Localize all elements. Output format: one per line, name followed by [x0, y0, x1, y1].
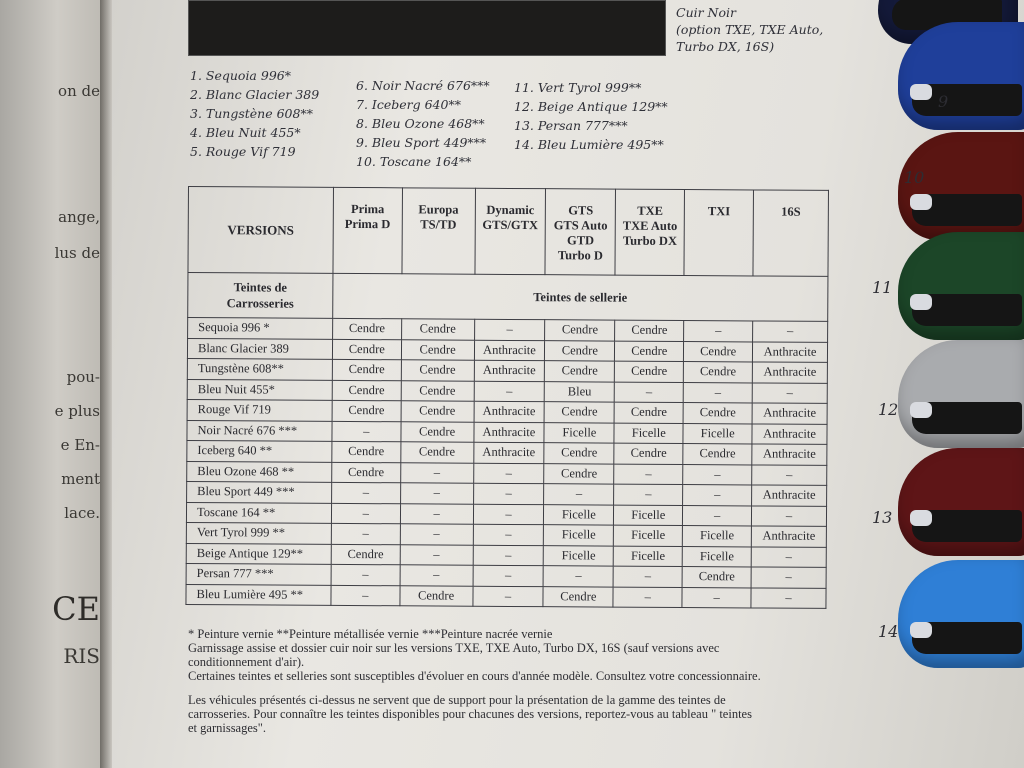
color-list-item: 14. Bleu Lumière 495**	[514, 137, 664, 152]
version-header	[474, 188, 545, 274]
trim-cell: Ficelle	[682, 546, 751, 567]
caption-line: Cuir Noir	[676, 5, 736, 20]
trim-cell: –	[473, 463, 544, 484]
footnote-line: Les véhicules présentés ci-dessus ne servent que de support pour la présentation de la gamme des teintes de	[188, 693, 726, 707]
footnote-line: conditionnement d'air).	[188, 655, 305, 669]
trim-cell: Cendre	[682, 567, 751, 588]
trim-cell: –	[613, 587, 682, 608]
color-list-item: 13. Persan 777***	[514, 118, 628, 133]
caption-line: Turbo DX, 16S)	[676, 39, 775, 54]
left-text-fragment: lus de	[54, 244, 100, 262]
trim-cell: Cendre	[545, 361, 615, 382]
body-colour-name: Noir Nacré 676 ***	[187, 420, 332, 441]
trim-cell: Cendre	[332, 462, 401, 483]
body-colour-name: Iceberg 640 **	[187, 440, 332, 461]
trim-cell: Anthracite	[474, 401, 545, 422]
trim-cell: –	[683, 382, 752, 403]
version-header	[753, 190, 828, 276]
trim-cell: Cendre	[614, 443, 683, 464]
color-list-item: 11. Vert Tyrol 999**	[514, 80, 642, 95]
trim-cell: –	[473, 524, 544, 545]
trim-cell: –	[473, 545, 544, 566]
table-header-row	[188, 187, 829, 277]
color-list-item: 3. Tungstène 608**	[190, 106, 313, 121]
body-colour-header	[188, 273, 333, 319]
car-front-swatch	[898, 22, 1024, 130]
car-number-label: 10	[904, 168, 925, 187]
trim-cell: Anthracite	[752, 403, 827, 424]
car-front-swatch	[898, 560, 1024, 668]
trim-cell: Cendre	[401, 380, 474, 401]
color-trim-table	[185, 186, 829, 609]
trim-cell: –	[400, 565, 473, 586]
version-header	[545, 189, 615, 275]
trim-cell: –	[332, 421, 401, 442]
car-number-label: 12	[878, 400, 899, 419]
seat-colour-header: Teintes de sellerie	[333, 273, 828, 321]
version-header-line: Prima	[350, 201, 385, 217]
trim-cell: Ficelle	[614, 505, 683, 526]
table-body	[186, 273, 828, 609]
trim-cell: –	[614, 464, 683, 485]
color-list-column-3	[514, 78, 668, 154]
trim-cell: Cendre	[683, 403, 752, 424]
trim-cell: Anthracite	[752, 423, 827, 444]
version-header-line: Turbo D	[557, 248, 604, 263]
color-list-item: 7. Iceberg 640**	[356, 97, 461, 112]
version-header-line: GTS	[568, 203, 594, 218]
trim-cell: –	[614, 484, 683, 505]
trim-cell: –	[751, 567, 826, 588]
trim-cell: Cendre	[614, 402, 683, 423]
trim-cell: Cendre	[401, 442, 474, 463]
color-list-column-2	[356, 76, 490, 171]
trim-cell: Ficelle	[544, 504, 614, 525]
version-header	[684, 190, 753, 276]
trim-cell: –	[473, 504, 544, 525]
trim-cell: Ficelle	[544, 545, 614, 566]
version-header-line: Dynamic	[486, 202, 535, 218]
car-headlamp	[910, 510, 932, 526]
trim-cell: Cendre	[545, 340, 615, 361]
trim-cell: Cendre	[400, 585, 473, 606]
trim-cell: Cendre	[332, 318, 401, 339]
car-headlamp	[910, 402, 932, 418]
leather-photo	[188, 0, 666, 56]
car-number-label: 13	[872, 508, 893, 527]
trim-cell: Cendre	[332, 380, 401, 401]
trim-cell: Cendre	[401, 339, 474, 360]
color-list-item: 6. Noir Nacré 676***	[356, 78, 490, 93]
subheader-row	[188, 273, 828, 322]
trim-cell: –	[615, 382, 684, 403]
table-row	[186, 584, 826, 608]
trim-cell: Cendre	[684, 362, 753, 383]
trim-cell: Cendre	[401, 421, 474, 442]
footnote-line: et garnissages".	[188, 721, 266, 735]
header-line: Carrosseries	[226, 296, 294, 311]
trim-cell: –	[400, 462, 473, 483]
left-text-fragment: RIS	[63, 644, 100, 668]
left-text-fragment: pou-	[66, 368, 100, 386]
trim-cell: –	[331, 482, 400, 503]
version-header-line: GTS Auto	[553, 218, 608, 233]
trim-cell: Ficelle	[614, 546, 683, 567]
color-list-item: 5. Rouge Vif 719	[190, 144, 296, 159]
body-colour-name: Vert Tyrol 999 **	[186, 522, 331, 543]
trim-cell: Anthracite	[474, 360, 545, 381]
trim-cell: –	[331, 523, 400, 544]
color-list-item: 10. Toscane 164**	[356, 154, 472, 169]
trim-cell: Cendre	[545, 320, 615, 341]
body-colour-name: Sequoia 996 *	[188, 318, 333, 339]
trim-cell: Anthracite	[751, 526, 826, 547]
version-header	[333, 187, 402, 273]
trim-cell: –	[544, 484, 614, 505]
car-number-label: 9	[938, 92, 949, 111]
color-list-item: 2. Blanc Glacier 389	[190, 87, 320, 102]
trim-cell: Cendre	[544, 443, 614, 464]
trim-cell: Anthracite	[752, 362, 827, 383]
trim-cell: Cendre	[615, 361, 684, 382]
trim-cell: Anthracite	[474, 340, 545, 361]
trim-cell: –	[753, 321, 828, 342]
trim-cell: –	[472, 586, 543, 607]
trim-cell: Cendre	[401, 360, 474, 381]
trim-cell: Cendre	[332, 400, 401, 421]
trim-cell: –	[683, 485, 752, 506]
trim-cell: Cendre	[543, 586, 613, 607]
car-headlamp	[910, 294, 932, 310]
car-front-swatch	[898, 448, 1024, 556]
body-colour-name: Rouge Vif 719	[187, 399, 332, 420]
left-text-fragment: ment	[61, 470, 100, 488]
version-header-line: Turbo DX	[622, 233, 678, 248]
left-text-fragment: lace.	[64, 504, 100, 522]
trim-cell: –	[400, 483, 473, 504]
version-header-line: TXE Auto	[622, 218, 678, 233]
trim-cell: Anthracite	[473, 422, 544, 443]
footnote-line: carrosseries. Pour connaître les teintes disponibles pour chacunes des versions, reportez-vous au tableau " teintes	[188, 707, 752, 721]
trim-cell: –	[751, 587, 826, 608]
body-colour-name: Beige Antique 129**	[186, 543, 331, 564]
version-header-line: Prima D	[344, 216, 391, 232]
trim-cell: –	[474, 381, 545, 402]
trim-cell: Cendre	[401, 401, 474, 422]
trim-cell: –	[752, 464, 827, 485]
trim-cell: Cendre	[544, 463, 614, 484]
body-colour-name: Bleu Lumière 495 **	[186, 584, 331, 605]
trim-cell: Anthracite	[752, 444, 827, 465]
trim-cell: Cendre	[615, 341, 684, 362]
car-number-label: 11	[872, 278, 893, 297]
trim-cell: –	[331, 503, 400, 524]
body-colour-name: Persan 777 ***	[186, 563, 331, 584]
trim-cell: Cendre	[401, 319, 474, 340]
trim-cell: –	[473, 483, 544, 504]
trim-cell: Ficelle	[614, 525, 683, 546]
color-list-column-1	[190, 66, 319, 161]
body-colour-name: Tungstène 608**	[187, 358, 332, 379]
version-header-line: GTS/GTX	[482, 217, 539, 233]
trim-cell: –	[543, 566, 613, 587]
trim-cell: –	[474, 319, 545, 340]
car-front-swatch	[898, 340, 1024, 448]
trim-cell: Cendre	[332, 441, 401, 462]
trim-cell: Bleu	[545, 381, 615, 402]
version-header	[402, 188, 475, 274]
cuir-noir-caption	[676, 4, 866, 55]
color-list-item: 1. Sequoia 996*	[190, 68, 291, 83]
car-front-swatch	[898, 232, 1024, 340]
color-list-item: 9. Bleu Sport 449***	[356, 135, 487, 150]
version-header	[615, 189, 684, 275]
version-header-line: TS/TD	[420, 217, 457, 232]
trim-cell: –	[751, 546, 826, 567]
trim-cell: Cendre	[615, 320, 684, 341]
trim-cell: –	[473, 565, 544, 586]
version-header-line: TXI	[707, 204, 731, 219]
versions-header: VERSIONS	[188, 187, 333, 274]
trim-cell: Ficelle	[683, 526, 752, 547]
car-headlamp	[910, 622, 932, 638]
trim-cell: –	[683, 464, 752, 485]
left-text-fragment: on de	[58, 82, 100, 100]
trim-cell: –	[752, 382, 827, 403]
trim-cell: –	[682, 587, 751, 608]
trim-cell: –	[683, 505, 752, 526]
trim-cell: Cendre	[684, 341, 753, 362]
body-colour-name: Blanc Glacier 389	[187, 338, 332, 359]
trim-cell: Anthracite	[473, 442, 544, 463]
version-header-line: Europa	[418, 202, 459, 217]
trim-cell: –	[331, 564, 400, 585]
trim-cell: Cendre	[332, 359, 401, 380]
trim-cell: –	[400, 544, 473, 565]
trim-cell: Cendre	[683, 444, 752, 465]
trim-cell: –	[331, 585, 400, 606]
body-colour-name: Bleu Sport 449 ***	[187, 481, 332, 502]
trim-cell: Cendre	[544, 402, 614, 423]
version-header-line: TXE	[637, 203, 664, 218]
trim-cell: –	[613, 566, 682, 587]
trim-cell: –	[400, 524, 473, 545]
car-headlamp	[910, 84, 932, 100]
version-header-line: GTD	[566, 233, 595, 248]
trim-cell: Anthracite	[752, 341, 827, 362]
left-text-fragment: e En-	[60, 436, 100, 454]
version-header-line: 16S	[781, 204, 801, 219]
trim-cell: Cendre	[331, 544, 400, 565]
body-colour-name: Bleu Ozone 468 **	[187, 461, 332, 482]
left-text-fragment: CE	[52, 590, 100, 628]
color-list-item: 4. Bleu Nuit 455*	[190, 125, 301, 140]
left-text-fragment: ange,	[58, 208, 100, 226]
trim-cell: Ficelle	[614, 423, 683, 444]
trim-cell: Cendre	[332, 339, 401, 360]
color-list-item: 12. Beige Antique 129**	[514, 99, 668, 114]
footnote-line: Certaines teintes et selleries sont susceptibles d'évoluer en cours d'année modèle. Consultez votre concessionnaire.	[188, 669, 761, 683]
trim-cell: Ficelle	[544, 422, 614, 443]
car-headlamp	[910, 194, 932, 210]
left-facing-page	[0, 0, 104, 768]
trim-cell: Anthracite	[752, 485, 827, 506]
color-list-item: 8. Bleu Ozone 468**	[356, 116, 485, 131]
caption-line: (option TXE, TXE Auto,	[676, 22, 824, 37]
body-colour-name: Bleu Nuit 455*	[187, 379, 332, 400]
car-number-label: 14	[878, 622, 899, 641]
header-line: Teintes de	[233, 280, 288, 295]
footnote-line: * Peinture vernie **Peinture métallisée vernie ***Peinture nacrée vernie	[188, 627, 553, 641]
footnote-line: Garnissage assise et dossier cuir noir sur les versions TXE, TXE Auto, Turbo DX, 16S (sauf versions avec	[188, 641, 720, 655]
trim-cell: –	[684, 321, 753, 342]
trim-cell: –	[400, 503, 473, 524]
trim-cell: –	[751, 505, 826, 526]
left-text-fragment: e plus	[54, 402, 100, 420]
trim-cell: Ficelle	[544, 525, 614, 546]
trim-cell: Ficelle	[683, 423, 752, 444]
body-colour-name: Toscane 164 **	[186, 502, 331, 523]
